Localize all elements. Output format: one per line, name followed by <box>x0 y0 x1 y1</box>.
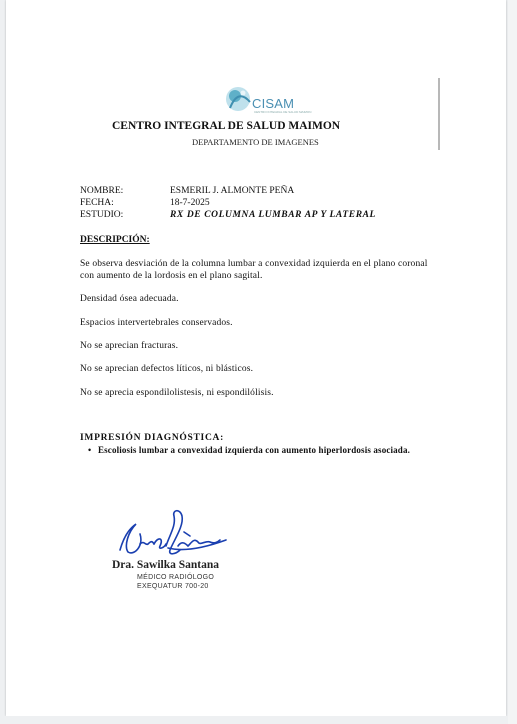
finding-paragraph: No se aprecian fracturas. <box>80 341 179 351</box>
name-value: ESMERIL J. ALMONTE PEÑA <box>170 186 295 196</box>
logo-text: CISAM <box>252 96 295 111</box>
impression-text: Escoliosis lumbar a convexidad izquierda con aumento hiperlordosis asociada. <box>98 445 411 455</box>
bullet-icon: • <box>88 445 92 455</box>
department-name: DEPARTAMENTO DE IMAGENES <box>192 137 319 147</box>
physician-name: Dra. Sawilka Santana <box>112 559 220 571</box>
handwritten-signature <box>114 506 234 562</box>
center-name: CENTRO INTEGRAL DE SALUD MAIMON <box>112 120 341 132</box>
document-page <box>6 0 506 716</box>
description-title: DESCRIPCIÓN: <box>80 235 150 245</box>
name-label: NOMBRE: <box>80 186 124 196</box>
finding-paragraph: Densidad ósea adecuada. <box>80 294 179 304</box>
page-gap <box>0 716 517 724</box>
finding-paragraph: No se aprecian defectos líticos, ni blásticos. <box>80 364 254 374</box>
scroll-gutter <box>508 0 517 724</box>
physician-license: EXEQUATUR 700-20 <box>137 583 209 590</box>
impression-list-item <box>88 445 448 457</box>
finding-paragraph: No se aprecia espondilolistesis, ni espondilólisis. <box>80 388 274 398</box>
margin-divider <box>438 78 440 150</box>
finding-paragraph: Espacios intervertebrales conservados. <box>80 318 233 328</box>
physician-role: MÉDICO RADIÓLOGO <box>137 574 215 581</box>
date-label: FECHA: <box>80 198 114 208</box>
study-value: RX DE COLUMNA LUMBAR AP Y LATERAL <box>170 210 376 220</box>
logo-subtext: CENTRO INTEGRAL DE SALUD MAIMON <box>254 110 312 114</box>
finding-paragraph: Se observa desviación de la columna lumbar a convexidad izquierda en el plano coronal con aumento de la lordosis en el plano sagital. <box>80 259 428 281</box>
study-label: ESTUDIO: <box>80 210 124 220</box>
date-value: 18-7-2025 <box>170 198 210 208</box>
impression-title: IMPRESIÓN DIAGNÓSTICA: <box>80 433 224 443</box>
